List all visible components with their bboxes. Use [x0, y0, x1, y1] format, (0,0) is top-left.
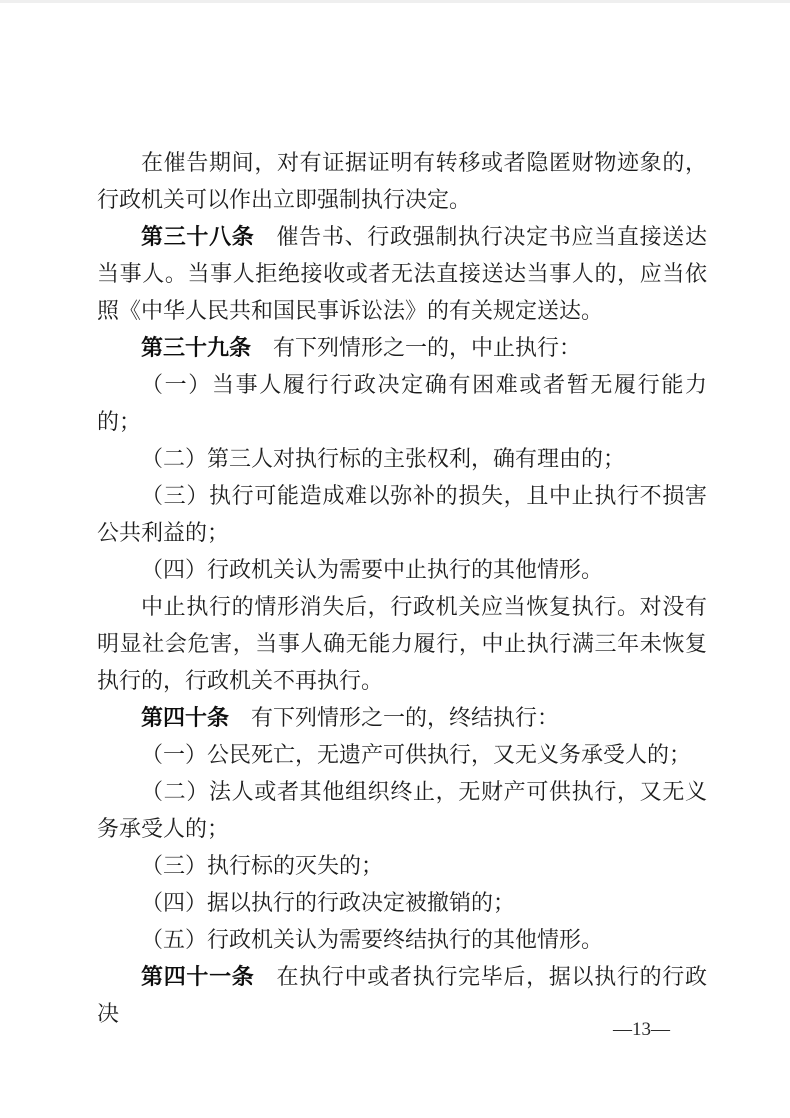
article-number-heading: 第四十条: [141, 705, 230, 730]
article-40-paragraph: [97, 699, 707, 736]
article-40-item-2: [97, 773, 707, 847]
paragraph-text: （二）第三人对执行标的主张权利，确有理由的；: [141, 446, 626, 471]
paragraph-text: （一）公民死亡，无遗产可供执行，又无义务承受人的；: [141, 742, 692, 767]
article-number-heading: 第三十九条: [141, 335, 252, 360]
article-39-item-1: [97, 366, 707, 440]
paragraph-text: （三）执行标的灭失的；: [141, 853, 384, 878]
page-number: —13—: [613, 1019, 670, 1040]
article-40-item-3: [97, 847, 707, 884]
article-39-paragraph: [97, 329, 707, 366]
article-39-item-4: [97, 551, 707, 588]
paragraph-text: （五）行政机关认为需要终结执行的其他情形。: [141, 927, 604, 952]
paragraph-text: 有下列情形之一的，中止执行：: [273, 335, 582, 360]
paragraph-text: 有下列情形之一的，终结执行：: [251, 705, 560, 730]
article-40-item-5: [97, 921, 707, 958]
article-38-paragraph: [97, 218, 707, 329]
paragraph-continuation: [97, 144, 707, 218]
article-40-item-4: [97, 884, 707, 921]
article-number-heading: 第四十一条: [141, 964, 255, 989]
paragraph-text: 在催告期间，对有证据证明有转移或者隐匿财物迹象的，行政机关可以作出立即强制执行决定。: [97, 150, 707, 212]
paragraph-text: （三）执行可能造成难以弥补的损失，且中止执行不损害公共利益的；: [97, 483, 707, 545]
paragraph-text: （二）法人或者其他组织终止，无财产可供执行，又无义务承受人的；: [97, 779, 707, 841]
article-39-closing-paragraph: [97, 588, 707, 699]
article-39-item-3: [97, 477, 707, 551]
paragraph-text: 在执行中或者执行完毕后，据以执行的行政决: [97, 964, 707, 1026]
paragraph-text: 催告书、行政强制执行决定书应当直接送达当事人。当事人拒绝接收或者无法直接送达当事人的，应当依照《中华人民共和国民事诉讼法》的有关规定送达。: [97, 224, 707, 323]
article-number-heading: 第三十八条: [141, 224, 255, 249]
paragraph-text: （四）行政机关认为需要中止执行的其他情形。: [141, 557, 604, 582]
page-top-edge: [0, 0, 790, 3]
paragraph-text: 中止执行的情形消失后，行政机关应当恢复执行。对没有明显社会危害，当事人确无能力履行，中止执行满三年未恢复执行的，行政机关不再执行。: [97, 594, 707, 693]
article-39-item-2: [97, 440, 707, 477]
document-body: [97, 144, 707, 1032]
paragraph-text: （一）当事人履行行政决定确有困难或者暂无履行能力的；: [97, 372, 707, 434]
article-40-item-1: [97, 736, 707, 773]
paragraph-text: （四）据以执行的行政决定被撤销的；: [141, 890, 516, 915]
